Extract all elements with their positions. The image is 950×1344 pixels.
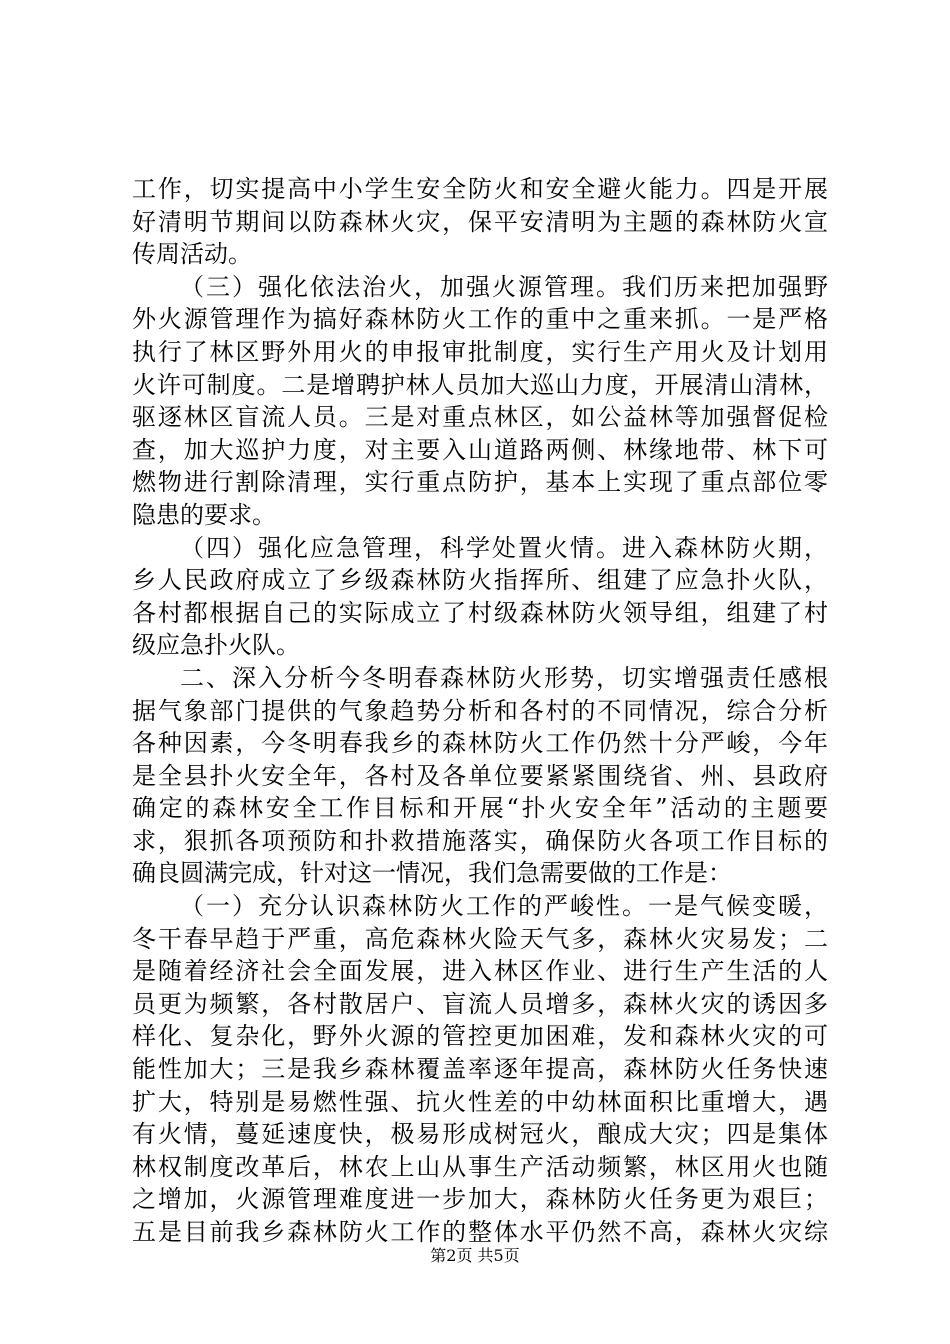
text-line: 好清明节期间以防森林火灾，保平安清明为主题的森林防火宣 [132,207,828,236]
text-line: 查，加大巡护力度，对主要入山道路两侧、林缘地带、林下可 [132,435,828,464]
text-line: （一）充分认识森林防火工作的严峻性。一是气候变暖， [180,892,828,921]
text-line: 样化、复杂化，野外火源的管控更加困难，发和森林火灾的可 [132,1022,828,1051]
text-line: 是全县扑火安全年，各村及各单位要紧紧围绕省、州、县政府 [132,761,828,790]
text-line: 外火源管理作为搞好森林防火工作的重中之重来抓。一是严格 [132,305,828,334]
text-line: （三）强化依法治火，加强火源管理。我们历来把加强野 [180,272,828,301]
text-line: 火许可制度。二是增聘护林人员加大巡山力度，开展清山清林， [132,370,828,399]
text-line: 求，狠抓各项预防和扑救措施落实，确保防火各项工作目标的 [132,826,828,855]
text-line: 能性加大；三是我乡森林覆盖率逐年提高，森林防火任务快速 [132,1055,828,1084]
text-line: 各种因素，今冬明春我乡的森林防火工作仍然十分严峻，今年 [132,729,828,758]
text-line: 扩大，特别是易燃性强、抗火性差的中幼林面积比重增大，遇 [132,1087,828,1116]
text-line: 二、深入分析今冬明春森林防火形势，切实增强责任感根 [180,663,828,692]
text-line: 工作，切实提高中小学生安全防火和安全避火能力。四是开展 [132,175,828,203]
text-line: 确定的森林安全工作目标和开展“扑火安全年”活动的主题要 [132,794,828,823]
text-line: （四）强化应急管理，科学处置火情。进入森林防火期， [180,533,828,562]
text-line: 驱逐林区盲流人员。三是对重点林区，如公益林等加强督促检 [132,403,828,432]
text-line: 乡人民政府成立了乡级森林防火指挥所、组建了应急扑火队， [132,566,828,595]
text-line: 有火情，蔓延速度快，极易形成树冠火，酿成大灾；四是集体 [132,1120,828,1149]
text-line: 燃物进行割除清理，实行重点防护，基本上实现了重点部位零 [132,468,828,497]
text-line: 之增加，火源管理难度进一步加大，森林防火任务更为艰巨； [132,1185,828,1214]
text-line: 隐患的要求。 [132,500,276,529]
text-line: 员更为频繁，各村散居户、盲流人员增多，森林火灾的诱因多 [132,989,828,1018]
text-line: 是随着经济社会全面发展，进入林区作业、进行生产生活的人 [132,957,828,986]
page-footer [0,1245,950,1267]
text-line: 各村都根据自己的实际成立了村级森林防火领导组，组建了村 [132,598,828,627]
text-line: 据气象部门提供的气象趋势分析和各村的不同情况，综合分析 [132,696,828,725]
text-line: 林权制度改革后，林农上山从事生产活动频繁，林区用火也随 [132,1152,828,1181]
text-line: 传周活动。 [132,240,252,269]
document-body [132,173,828,1249]
text-line: 确良圆满完成，针对这一情况，我们急需要做的工作是： [132,859,732,888]
text-line: 级应急扑火队。 [132,631,300,660]
text-line: 执行了林区野外用火的申报审批制度，实行生产用火及计划用 [132,337,828,366]
text-line: 五是目前我乡森林防火工作的整体水平仍然不高，森林火灾综 [132,1218,828,1246]
text-line: 冬干春早趋于严重，高危森林火险天气多，森林火灾易发；二 [132,924,828,953]
page-number-label: 第2页 共5页 [430,1246,520,1265]
